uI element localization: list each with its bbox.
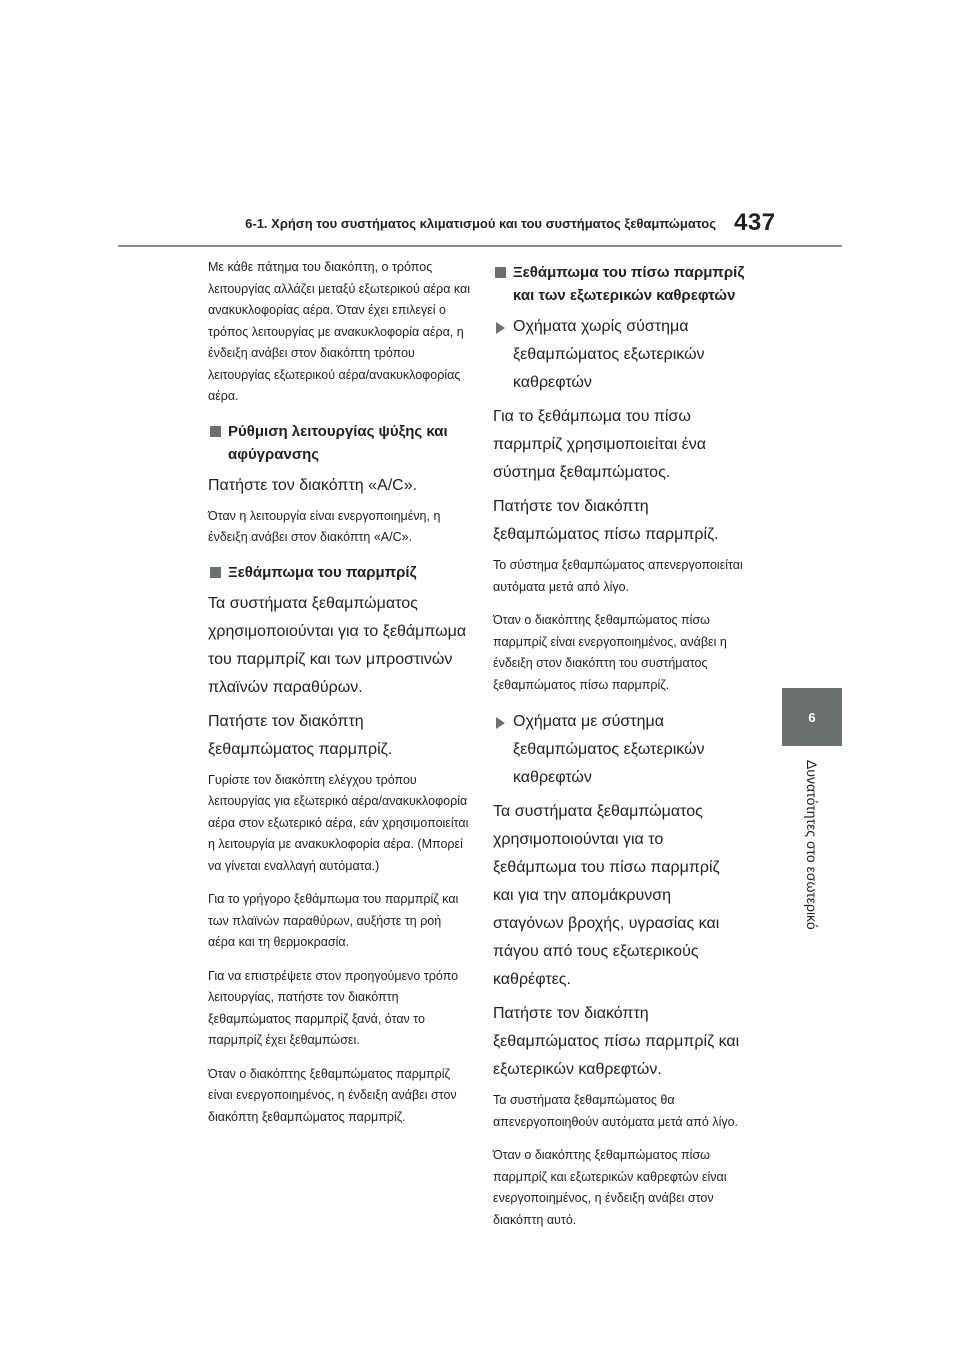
intro-note: Με κάθε πάτημα του διακόπτη, ο τρόπος λειτουργίας αλλάζει μεταξύ εξωτερικού αέρα και ανακυκλοφορίας αέρα. Όταν έχει επιλεγεί ο τρόπος λειτουργίας με ανακυκλοφορία αέρα, η ένδειξη ανάβει στον διακόπτη τρόπου λειτουργίας εξωτερικού αέρα/ανακυκλοφορίας αέρα.: [208, 260, 470, 403]
note-text: Όταν ο διακόπτης ξεθαμπώματος πίσω παρμπρίζ είναι ενεργοποιημένος, ανάβει η ένδειξη στον διακόπτη του συστήματος ξεθαμπώματος πίσω παρμπρίζ.: [493, 613, 727, 692]
instruction-text: Πατήστε τον διακόπτη «A/C».: [208, 476, 418, 494]
note-text: Όταν η λειτουργία είναι ενεργοποιημένη, η ένδειξη ανάβει στον διακόπτη «A/C».: [208, 508, 441, 544]
section-heading-text: Ρύθμιση λειτουργίας ψύξης και αφύγρανσης: [228, 422, 448, 463]
section-heading-cooling: [208, 420, 470, 466]
note-text: Τα συστήματα ξεθαμπώματος θα απενεργοποιηθούν αυτόματα μετά από λίγο.: [493, 1093, 739, 1129]
note-text: Γυρίστε τον διακόπτη ελέγχου τρόπου λειτουργίας για εξωτερικό αέρα/ανακυκλοφορία αέρα στον εξωτερικό αέρα, εάν χρησιμοποιείται η λειτουργία με ανακυκλοφορία αέρα. (Μπορεί να γίνεται εναλλαγή αυτόματα.): [208, 772, 469, 873]
note-text: Για το γρήγορο ξεθάμπωμα του παρμπρίζ και των πλαϊνών παραθύρων, αυξήστε τη ροή αέρα και τη θερμοκρασία.: [208, 892, 459, 949]
instruction-text: Πατήστε τον διακόπτη ξεθαμπώματος πίσω παρμπρίζ.: [493, 498, 719, 543]
chapter-number: 6: [808, 709, 816, 725]
instruction-text: Πατήστε τον διακόπτη ξεθαμπώματος πίσω παρμπρίζ και εξωτερικών καθρεφτών.: [493, 1005, 740, 1078]
page-number: 437: [734, 209, 776, 236]
instruction-text: Πατήστε τον διακόπτη ξεθαμπώματος παρμπρίζ.: [208, 712, 393, 758]
note-text: Για να επιστρέψετε στον προηγούμενο τρόπο λειτουργίας, πατήστε τον διακόπτη ξεθαμπώματος παρμπρίζ ξανά, όταν το παρμπρίζ έχει ξεθαμπώσει.: [208, 968, 459, 1047]
subheading-text: Οχήματα με σύστημα ξεθαμπώματος εξωτερικών καθρεφτών: [513, 713, 705, 786]
section-heading-text: Ξεθάμπωμα του παρμπρίζ: [228, 563, 417, 581]
square-bullet-icon: [495, 267, 506, 278]
subheading-with-mirror-defogger: [493, 708, 755, 792]
chapter-side-title: [782, 760, 842, 950]
subheading-without-mirror-defogger: [493, 313, 755, 397]
triangle-bullet-icon: [496, 717, 505, 729]
description-text: Τα συστήματα ξεθαμπώματος χρησιμοποιούνται για το ξεθάμπωμα του πίσω παρμπρίζ και για την απομάκρυνση σταγόνων βροχής, υγρασίας και πάγου από τους εξωτερικούς καθρέφτες.: [493, 803, 720, 988]
section-heading-text: Ξεθάμπωμα του πίσω παρμπρίζ και των εξωτερικών καθρεφτών: [513, 264, 745, 304]
square-bullet-icon: [210, 567, 221, 578]
description-text: Τα συστήματα ξεθαμπώματος χρησιμοποιούνται για το ξεθάμπωμα του παρμπρίζ και των μπροστινών πλαϊνών παραθύρων.: [208, 594, 467, 696]
note-text: Όταν ο διακόπτης ξεθαμπώματος πίσω παρμπρίζ και εξωτερικών καθρεφτών είναι ενεργοποιημένος, η ένδειξη ανάβει στον διακόπτη αυτό.: [493, 1148, 727, 1227]
square-bullet-icon: [210, 426, 221, 437]
note-text: Όταν ο διακόπτης ξεθαμπώματος παρμπρίζ είναι ενεργοποιημένος, η ένδειξη ανάβει στον διακόπτη ξεθαμπώματος παρμπρίζ.: [208, 1066, 457, 1124]
chapter-title: Δυνατότητες στο εσωτερικό: [804, 760, 820, 930]
left-column: [208, 257, 470, 1140]
section-title: 6-1. Χρήση του συστήματος κλιματισμού και του συστήματος ξεθαμπώματος: [245, 216, 716, 231]
section-heading-rear-window: [493, 261, 755, 307]
right-column: [493, 257, 755, 1243]
chapter-tab: [782, 688, 842, 746]
subheading-text: Οχήματα χωρίς σύστημα ξεθαμπώματος εξωτερικών καθρεφτών: [513, 318, 705, 391]
section-heading-windshield: [208, 561, 470, 584]
header-divider: [118, 245, 842, 247]
triangle-bullet-icon: [496, 322, 505, 334]
description-text: Για το ξεθάμπωμα του πίσω παρμπρίζ χρησιμοποιείται ένα σύστημα ξεθαμπώματος.: [493, 408, 706, 481]
note-text: Το σύστημα ξεθαμπώματος απενεργοποιείται αυτόματα μετά από λίγο.: [493, 558, 743, 594]
